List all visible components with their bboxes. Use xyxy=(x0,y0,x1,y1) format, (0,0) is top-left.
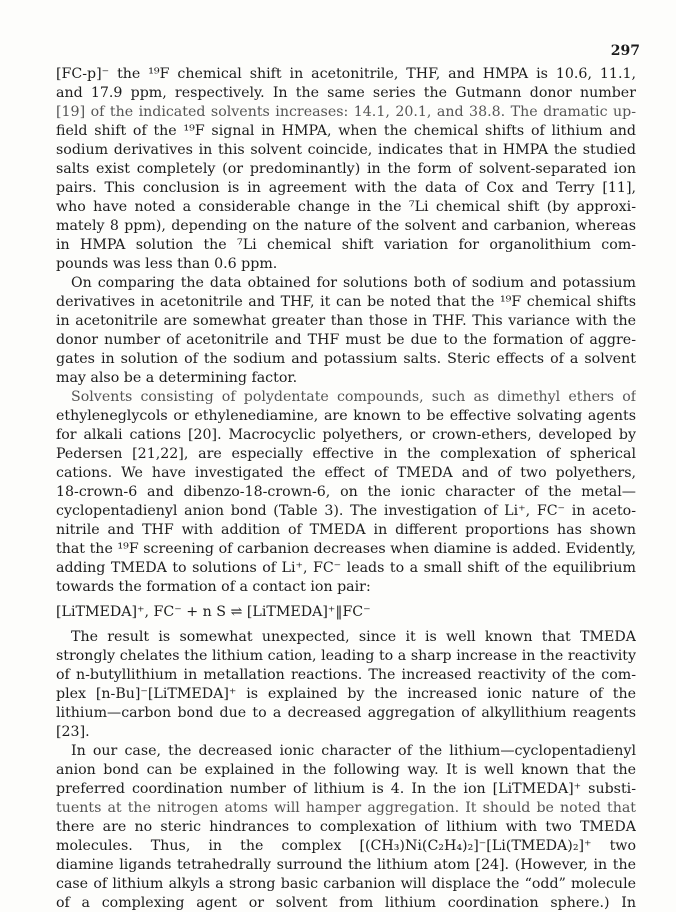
text-line: that the ¹⁹F screening of carbanion decreases when diamine is added. Evidently, xyxy=(56,541,636,557)
text-line: there are no steric hindrances to complexation of lithium with two TMEDA xyxy=(56,819,636,835)
text-line: may also be a determining factor. xyxy=(56,370,298,386)
text-line: diamine ligands tetrahedrally surround the lithium atom [24]. (However, in the xyxy=(56,857,636,873)
text-line: strongly chelates the lithium cation, leading to a sharp increase in the reactivity xyxy=(56,648,636,664)
text-line: lithium—carbon bond due to a decreased aggregation of alkyllithium reagents xyxy=(56,705,636,721)
text-line: towards the formation of a contact ion pair: xyxy=(56,579,371,595)
text-line: [FC-p]⁻ the ¹⁹F chemical shift in acetonitrile, THF, and HMPA is 10.6, 11.1, xyxy=(56,66,636,82)
text-line: [23]. xyxy=(56,724,90,740)
text-line: 18-crown-6 and dibenzo-18-crown-6, on the ionic character of the metal— xyxy=(56,484,636,500)
text-line: tuents at the nitrogen atoms will hamper aggregation. It should be noted that xyxy=(56,800,636,816)
text-line: of n-butyllithium in metallation reactions. The increased reactivity of the com- xyxy=(56,667,636,683)
text-line: preferred coordination number of lithium is 4. In the ion [LiTMEDA]⁺ substi- xyxy=(56,781,636,797)
text-line: plex [n-Bu]⁻[LiTMEDA]⁺ is explained by the increased ionic nature of the xyxy=(56,686,636,702)
text-line: in HMPA solution the ⁷Li chemical shift variation for organolithium com- xyxy=(56,237,636,253)
text-line: pounds was less than 0.6 ppm. xyxy=(56,256,278,272)
text-line: gates in solution of the sodium and potassium salts. Steric effects of a solvent xyxy=(56,351,636,367)
text-line: who have noted a considerable change in the ⁷Li chemical shift (by approxi- xyxy=(56,199,636,215)
text-line: Solvents consisting of polydentate compounds, such as dimethyl ethers of xyxy=(71,389,636,405)
text-line: The result is somewhat unexpected, since it is well known that TMEDA xyxy=(71,629,636,645)
text-line: Pedersen [21,22], are especially effective in the complexation of spherical xyxy=(56,446,636,462)
equation: [LiTMEDA]⁺, FC⁻ + n S ⇌ [LiTMEDA]⁺‖FC⁻ xyxy=(56,604,371,620)
text-line: field shift of the ¹⁹F signal in HMPA, when the chemical shifts of lithium and xyxy=(56,123,636,139)
text-line: ethyleneglycols or ethylenediamine, are known to be effective solvating agents xyxy=(56,408,636,424)
text-line: in acetonitrile are somewhat greater than those in THF. This variance with the xyxy=(56,313,636,329)
page-number: 297 xyxy=(610,43,640,59)
text-line: donor number of acetonitrile and THF must be due to the formation of aggre- xyxy=(56,332,636,348)
text-line: cations. We have investigated the effect of TMEDA and of two polyethers, xyxy=(56,465,636,481)
text-line: cyclopentadienyl anion bond (Table 3). The investigation of Li⁺, FC⁻ in aceto- xyxy=(56,503,636,519)
text-line: for alkali cations [20]. Macrocyclic polyethers, or crown-ethers, developed by xyxy=(56,427,636,443)
text-line: salts exist completely (or predominantly) in the form of solvent-separated ion xyxy=(56,161,636,177)
text-line: adding TMEDA to solutions of Li⁺, FC⁻ leads to a small shift of the equilibrium xyxy=(56,560,636,576)
text-line: In our case, the decreased ionic character of the lithium—cyclopentadienyl xyxy=(71,743,636,759)
text-line: molecules. Thus, in the complex [(CH₃)Ni(C₂H₄)₂]⁻[Li(TMEDA)₂]⁺ two xyxy=(56,838,636,854)
text-line: On comparing the data obtained for solutions both of sodium and potassium xyxy=(71,275,636,291)
text-line: of a complexing agent or solvent from lithium coordination sphere.) In xyxy=(56,895,636,911)
text-line: mately 8 ppm), depending on the nature of the solvent and carbanion, whereas xyxy=(56,218,636,234)
text-line: nitrile and THF with addition of TMEDA in different proportions has shown xyxy=(56,522,636,538)
text-line: [19] of the indicated solvents increases: 14.1, 20.1, and 38.8. The dramatic up- xyxy=(56,104,636,120)
text-line: anion bond can be explained in the following way. It is well known that the xyxy=(56,762,636,778)
text-line: pairs. This conclusion is in agreement with the data of Cox and Terry [11], xyxy=(56,180,636,196)
text-line: case of lithium alkyls a strong basic carbanion will displace the “odd” molecule xyxy=(56,876,636,892)
text-line: derivatives in acetonitrile and THF, it can be noted that the ¹⁹F chemical shifts xyxy=(56,294,636,310)
text-line: and 17.9 ppm, respectively. In the same series the Gutmann donor number xyxy=(56,85,636,101)
text-line: sodium derivatives in this solvent coincide, indicates that in HMPA the studied xyxy=(56,142,636,158)
